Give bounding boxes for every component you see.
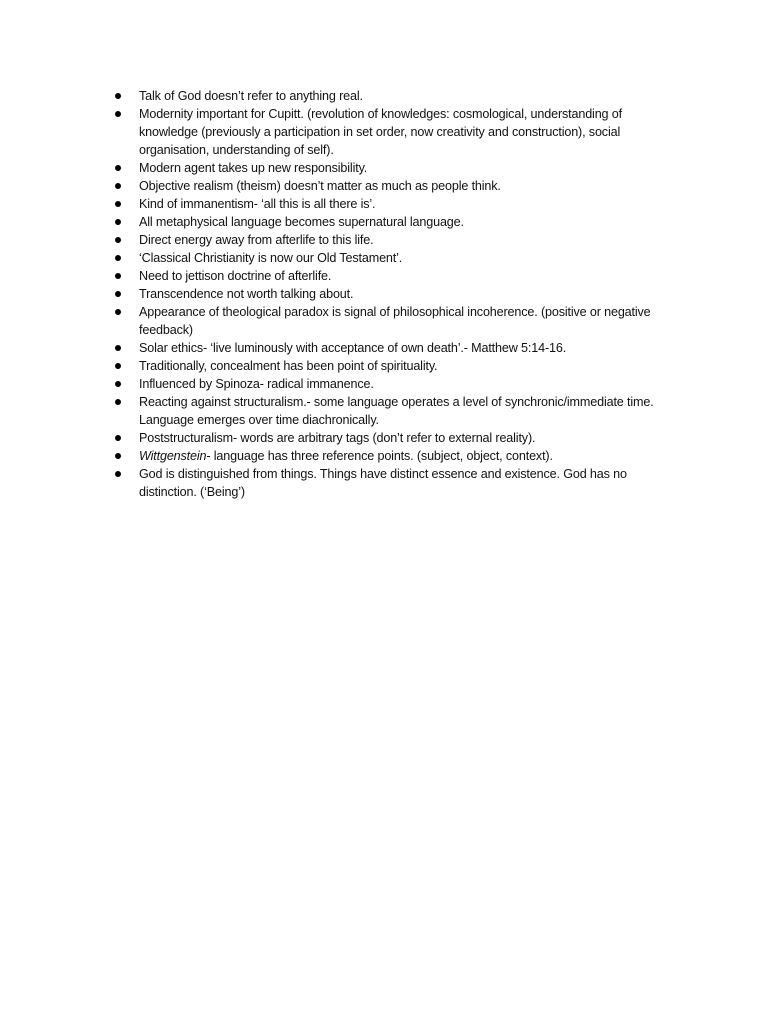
bullet-icon bbox=[115, 219, 121, 225]
bullet-icon bbox=[115, 201, 121, 207]
list-item-text: Solar ethics- ‘live luminously with acceptance of own death’.- Matthew 5:14-16. bbox=[139, 341, 567, 355]
list-item bbox=[110, 87, 670, 105]
bullet-icon bbox=[115, 291, 121, 297]
list-item bbox=[110, 231, 670, 249]
list-item bbox=[110, 213, 670, 231]
list-item bbox=[110, 249, 670, 267]
list-item-text: Modernity important for Cupitt. (revolution of knowledges: cosmological, understanding of knowledge (previously a participation in set order, now creativity and construction), social organisation, understanding of self). bbox=[139, 107, 622, 157]
bullet-icon bbox=[115, 273, 121, 279]
list-item bbox=[110, 375, 670, 393]
bullet-icon bbox=[115, 165, 121, 171]
list-item-text: Need to jettison doctrine of afterlife. bbox=[139, 269, 332, 283]
list-item-text: Modern agent takes up new responsibility. bbox=[139, 161, 368, 175]
bullet-icon bbox=[115, 345, 121, 351]
list-item-text: Direct energy away from afterlife to this life. bbox=[139, 233, 374, 247]
bullet-icon bbox=[115, 381, 121, 387]
list-item bbox=[110, 447, 670, 465]
bullet-icon bbox=[115, 111, 121, 117]
list-item bbox=[110, 303, 670, 339]
bullet-icon bbox=[115, 237, 121, 243]
bullet-icon bbox=[115, 471, 121, 477]
bullet-icon bbox=[115, 309, 121, 315]
bullet-icon bbox=[115, 255, 121, 261]
list-item-text: - language has three reference points. (subject, object, context). bbox=[206, 449, 553, 463]
bullet-icon bbox=[115, 399, 121, 405]
list-item bbox=[110, 339, 670, 357]
bullet-list bbox=[110, 87, 670, 501]
list-item-italic-term: Wittgenstein bbox=[139, 449, 207, 463]
list-item bbox=[110, 195, 670, 213]
list-item bbox=[110, 177, 670, 195]
list-item bbox=[110, 357, 670, 375]
list-item-text: Traditionally, concealment has been point of spirituality. bbox=[139, 359, 438, 373]
list-item bbox=[110, 465, 670, 501]
list-item-text: Transcendence not worth talking about. bbox=[139, 287, 354, 301]
list-item-text: Poststructuralism- words are arbitrary tags (don’t refer to external reality). bbox=[139, 431, 536, 445]
list-item-text: Objective realism (theism) doesn’t matter as much as people think. bbox=[139, 179, 501, 193]
bullet-icon bbox=[115, 453, 121, 459]
bullet-icon bbox=[115, 93, 121, 99]
bullet-icon bbox=[115, 183, 121, 189]
list-item-text: Kind of immanentism- ‘all this is all there is’. bbox=[139, 197, 376, 211]
list-item-text: Influenced by Spinoza- radical immanence. bbox=[139, 377, 374, 391]
list-item bbox=[110, 285, 670, 303]
list-item bbox=[110, 267, 670, 285]
list-item-text: ‘Classical Christianity is now our Old Testament’. bbox=[139, 251, 403, 265]
list-item bbox=[110, 429, 670, 447]
list-item bbox=[110, 393, 670, 429]
list-item-text: Talk of God doesn’t refer to anything real. bbox=[139, 89, 363, 103]
list-item bbox=[110, 105, 670, 159]
bullet-icon bbox=[115, 435, 121, 441]
list-item-text: God is distinguished from things. Things have distinct essence and existence. God has no distinction. (‘Being’) bbox=[139, 467, 627, 499]
list-item bbox=[110, 159, 670, 177]
bullet-icon bbox=[115, 363, 121, 369]
list-item-text: Reacting against structuralism.- some language operates a level of synchronic/immediate time. Language emerges over time diachronically. bbox=[139, 395, 654, 427]
list-item-text: All metaphysical language becomes supernatural language. bbox=[139, 215, 464, 229]
list-item-text: Appearance of theological paradox is signal of philosophical incoherence. (positive or negative feedback) bbox=[139, 305, 651, 337]
